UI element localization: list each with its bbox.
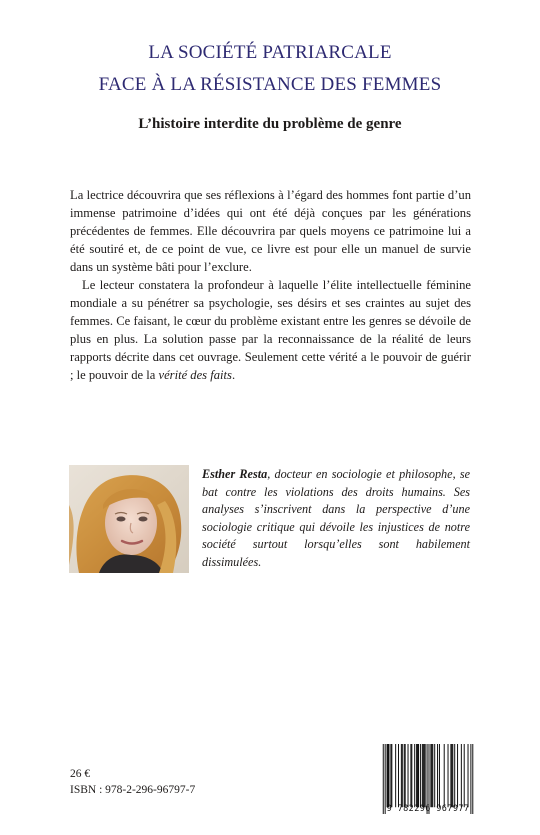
author-bio-text: , docteur en sociologie et philosophe, se bat contre les violations des droits humains. Ses analyses s’inscrivent dans la perspective d’une sociologie critique qui dévoile les injustices de notre société surtout lorsqu’elles sont habilement dissimulées. (202, 467, 471, 569)
barcode-bar (450, 744, 451, 807)
barcode-bar (416, 744, 417, 807)
blurb (70, 186, 471, 384)
barcode-bar (424, 744, 425, 807)
barcode-bar (391, 744, 392, 807)
barcode-bar (434, 744, 435, 807)
title-line-1: LA SOCIÉTÉ PATRIARCALE (148, 42, 392, 63)
barcode-bar (468, 744, 469, 807)
barcode-bar (444, 744, 445, 807)
barcode-bar (405, 744, 406, 807)
barcode-bar (404, 744, 405, 807)
barcode-bar (411, 744, 412, 807)
paragraph-2-end: . (231, 368, 236, 382)
barcode-bar (454, 744, 455, 807)
barcode-bar (401, 744, 402, 807)
barcode-bar (439, 744, 440, 807)
isbn: ISBN : 978-2-296-96797-7 (70, 784, 196, 796)
barcode-bar (414, 744, 415, 807)
barcode-bar (395, 744, 396, 807)
barcode-bar (420, 744, 421, 807)
barcode-bar (388, 744, 389, 807)
blurb-paragraph-2 (70, 276, 471, 384)
barcode-bar (451, 744, 452, 807)
barcode-bar (464, 744, 465, 807)
barcode-bar (390, 744, 391, 807)
blurb-paragraph-1: La lectrice découvrira que ses réflexions à l’égard des hommes font partie d’un immense patrimoine d’idées qui ont été déjà conçues par les générations précédentes de femmes. Elle découvrira par quels moyens ce patrimoine lui a été soutiré et, de ce point de vue, ce livre est pour elle un manuel de survie dans un système bâti pour l’exclure. (70, 188, 471, 274)
barcode-bar (387, 744, 388, 807)
price: 26 € (70, 768, 91, 780)
barcode-bar (388, 744, 389, 807)
barcode-bar (437, 744, 438, 807)
barcode-bar (461, 744, 462, 807)
barcode-bar (402, 744, 403, 807)
barcode-bar (432, 744, 433, 807)
barcode-bar (431, 744, 432, 807)
barcode-bar (452, 744, 453, 807)
barcode-digits: 9 782296 967977 (386, 804, 470, 814)
title-line-2: FACE À LA RÉSISTANCE DES FEMMES (98, 74, 442, 95)
barcode-bar (423, 744, 424, 807)
barcode-bar (417, 744, 418, 807)
barcode-bar (425, 744, 426, 807)
barcode-bar (418, 744, 419, 807)
barcode-bar (457, 744, 458, 807)
paragraph-2-emphasis: vérité des faits (158, 368, 232, 382)
author-name: Esther Resta (202, 467, 268, 481)
subtitle: L’histoire interdite du problème de genre (138, 116, 402, 132)
author-bio (202, 466, 470, 571)
barcode-bar (398, 744, 399, 807)
barcode-bar (410, 744, 411, 807)
barcode-bar (422, 744, 423, 807)
barcode-bar (408, 744, 409, 807)
barcode-bar (448, 744, 449, 807)
author-portrait-icon (69, 465, 189, 573)
barcode-bar (430, 744, 431, 807)
paragraph-2-text: Le lecteur constatera la profondeur à laquelle l’élite intellectuelle féminine mondiale a su pénétrer sa psychologie, ses désirs et ses craintes au sujet des femmes. Ce faisant, le cœur du problème existant entre les genres se dévoile de plus en plus. La solution passe par la reconnaissance de la réalité de leurs rapports décrite dans cet ouvrage. Seulement cette vérité a le pouvoir de guérir ; le pouvoir de la (70, 278, 471, 382)
author-photo (69, 465, 189, 573)
